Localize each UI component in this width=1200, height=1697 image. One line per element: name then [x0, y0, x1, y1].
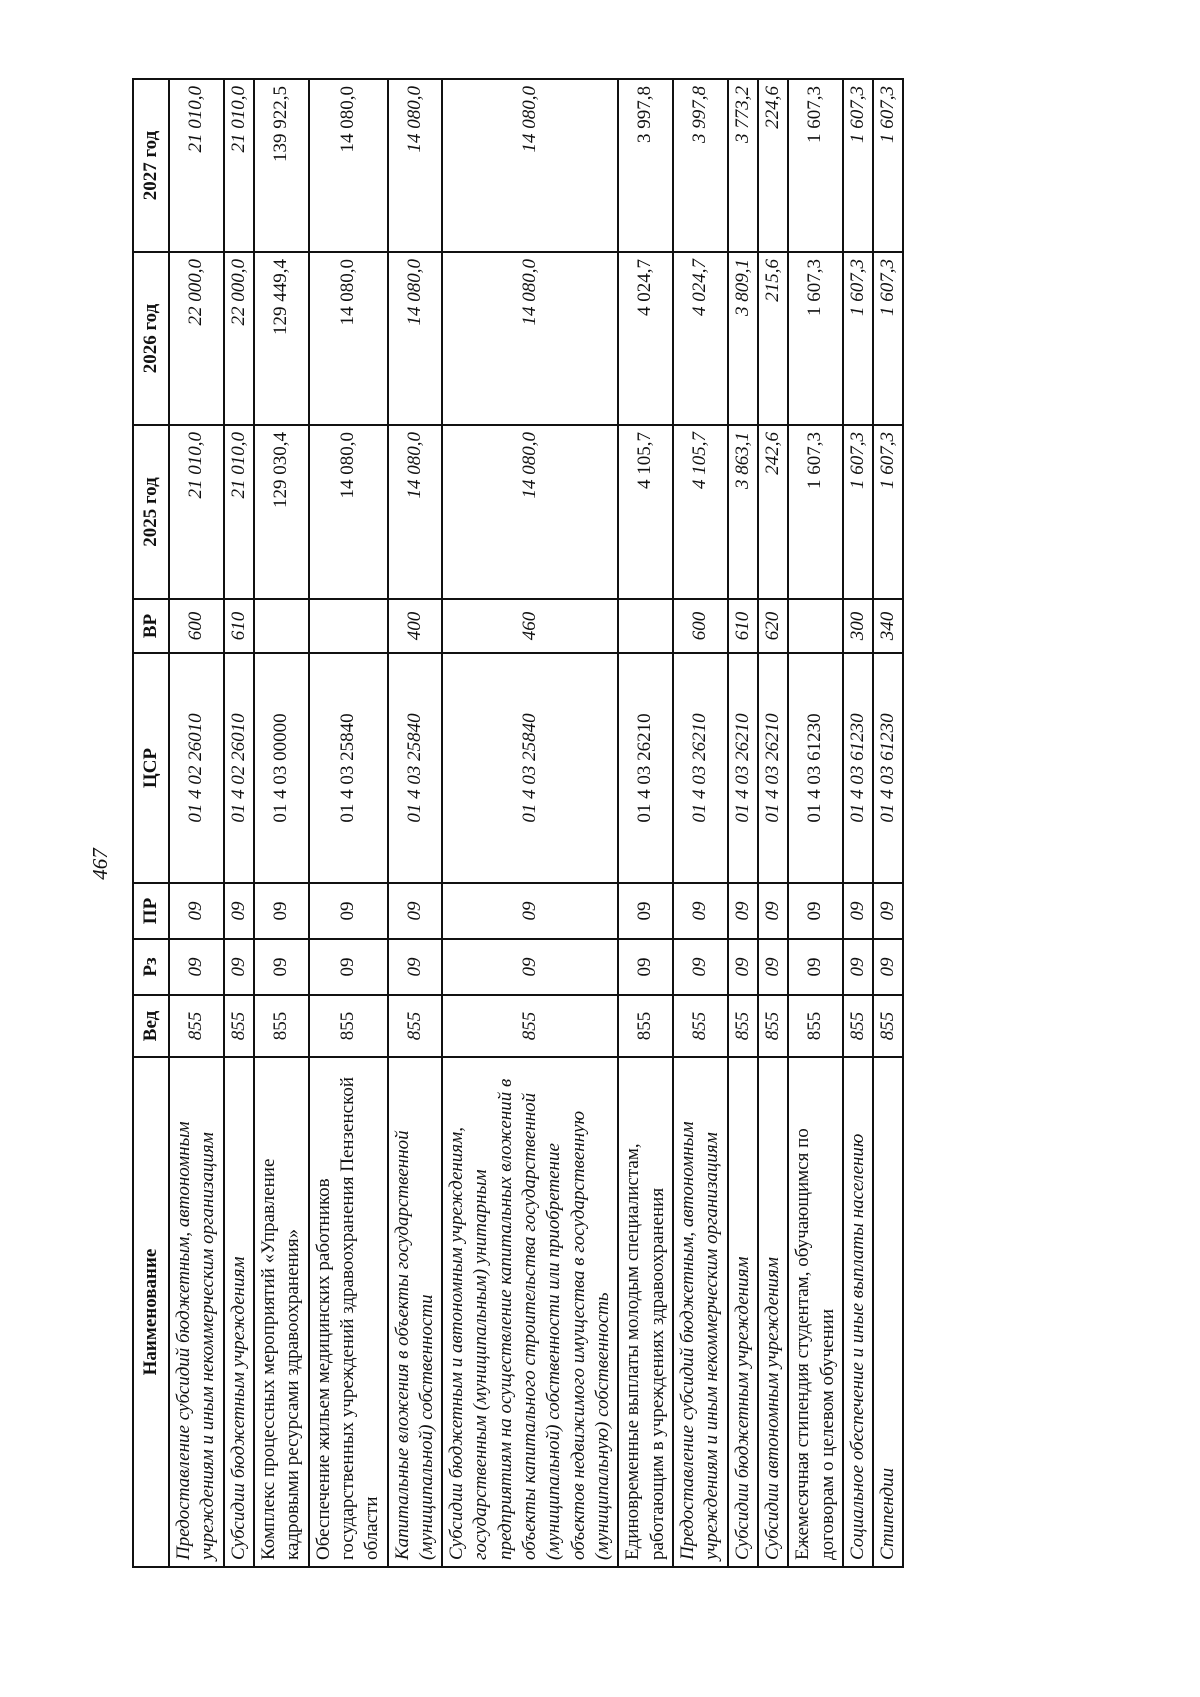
page-number: 467	[88, 848, 112, 880]
cell-name: Стипендии	[873, 1057, 903, 1567]
cell-2026: 22 000,0	[169, 252, 224, 425]
cell-ved: 855	[442, 995, 618, 1057]
cell-name: Обеспечение жильем медицинских работников государственных учреждений здравоохранения Пензенской области	[309, 1057, 388, 1567]
header-2025: 2025 год	[133, 425, 169, 599]
cell-vr: 340	[873, 599, 903, 653]
cell-csr: 01 4 03 26210	[758, 653, 788, 883]
cell-pr: 09	[728, 883, 758, 939]
cell-2027: 3 997,8	[618, 79, 673, 252]
cell-rz: 09	[758, 939, 788, 995]
cell-rz: 09	[169, 939, 224, 995]
cell-2026: 3 809,1	[728, 252, 758, 425]
table-row	[788, 79, 843, 1567]
cell-rz: 09	[388, 939, 443, 995]
table-row	[388, 79, 443, 1567]
cell-2025: 3 863,1	[728, 425, 758, 599]
cell-2027: 21 010,0	[169, 79, 224, 252]
cell-2027: 1 607,3	[873, 79, 903, 252]
cell-name: Комплекс процессных мероприятий «Управление кадровыми ресурсами здравоохранения»	[254, 1057, 309, 1567]
cell-2027: 14 080,0	[309, 79, 388, 252]
cell-2025: 1 607,3	[873, 425, 903, 599]
cell-pr: 09	[309, 883, 388, 939]
header-name: Наименование	[133, 1057, 169, 1567]
cell-ved: 855	[388, 995, 443, 1057]
cell-ved: 855	[788, 995, 843, 1057]
table-row	[843, 79, 873, 1567]
cell-ved: 855	[758, 995, 788, 1057]
cell-2025: 4 105,7	[673, 425, 728, 599]
cell-ved: 855	[309, 995, 388, 1057]
table-row	[673, 79, 728, 1567]
cell-vr	[788, 599, 843, 653]
cell-csr: 01 4 03 26210	[673, 653, 728, 883]
cell-csr: 01 4 03 26210	[728, 653, 758, 883]
cell-2027: 14 080,0	[442, 79, 618, 252]
cell-2026: 14 080,0	[442, 252, 618, 425]
cell-csr: 01 4 03 25840	[388, 653, 443, 883]
cell-2025: 14 080,0	[388, 425, 443, 599]
table-body	[169, 79, 903, 1567]
cell-csr: 01 4 03 25840	[442, 653, 618, 883]
cell-2026: 14 080,0	[388, 252, 443, 425]
header-rz: Рз	[133, 939, 169, 995]
cell-name: Субсидии бюджетным учреждениям	[728, 1057, 758, 1567]
cell-2025: 14 080,0	[309, 425, 388, 599]
table-row	[728, 79, 758, 1567]
cell-2025: 242,6	[758, 425, 788, 599]
cell-rz: 09	[618, 939, 673, 995]
cell-name: Субсидии бюджетным учреждениям	[224, 1057, 254, 1567]
cell-pr: 09	[388, 883, 443, 939]
table-row	[758, 79, 788, 1567]
table-row	[442, 79, 618, 1567]
table-row	[254, 79, 309, 1567]
cell-csr: 01 4 03 61230	[873, 653, 903, 883]
header-pr: ПР	[133, 883, 169, 939]
cell-2027: 1 607,3	[843, 79, 873, 252]
cell-2026: 1 607,3	[843, 252, 873, 425]
cell-2026: 215,6	[758, 252, 788, 425]
cell-vr: 460	[442, 599, 618, 653]
table-row	[224, 79, 254, 1567]
cell-name: Социальное обеспечение и иные выплаты населению	[843, 1057, 873, 1567]
cell-vr: 600	[169, 599, 224, 653]
cell-pr: 09	[254, 883, 309, 939]
cell-2027: 1 607,3	[788, 79, 843, 252]
cell-pr: 09	[843, 883, 873, 939]
cell-ved: 855	[169, 995, 224, 1057]
cell-2026: 1 607,3	[873, 252, 903, 425]
table-header-row	[133, 79, 169, 1567]
cell-rz: 09	[873, 939, 903, 995]
cell-pr: 09	[618, 883, 673, 939]
rotated-table-container	[132, 80, 1012, 1568]
cell-name: Ежемесячная стипендия студентам, обучающимся по договорам о целевом обучении	[788, 1057, 843, 1567]
cell-rz: 09	[728, 939, 758, 995]
cell-vr	[618, 599, 673, 653]
cell-ved: 855	[254, 995, 309, 1057]
cell-rz: 09	[442, 939, 618, 995]
cell-vr: 400	[388, 599, 443, 653]
cell-rz: 09	[224, 939, 254, 995]
cell-2026: 4 024,7	[618, 252, 673, 425]
cell-vr: 300	[843, 599, 873, 653]
cell-2025: 21 010,0	[169, 425, 224, 599]
cell-2026: 1 607,3	[788, 252, 843, 425]
cell-pr: 09	[788, 883, 843, 939]
cell-rz: 09	[673, 939, 728, 995]
cell-2026: 22 000,0	[224, 252, 254, 425]
cell-csr: 01 4 03 26210	[618, 653, 673, 883]
cell-2025: 1 607,3	[788, 425, 843, 599]
cell-name: Предоставление субсидий бюджетным, автономным учреждениям и иным некоммерческим организациям	[169, 1057, 224, 1567]
cell-2025: 14 080,0	[442, 425, 618, 599]
cell-2025: 21 010,0	[224, 425, 254, 599]
cell-csr: 01 4 03 00000	[254, 653, 309, 883]
cell-2027: 3 773,2	[728, 79, 758, 252]
cell-2027: 14 080,0	[388, 79, 443, 252]
cell-2026: 129 449,4	[254, 252, 309, 425]
cell-csr: 01 4 03 25840	[309, 653, 388, 883]
cell-2027: 224,6	[758, 79, 788, 252]
cell-ved: 855	[843, 995, 873, 1057]
cell-ved: 855	[728, 995, 758, 1057]
cell-name: Единовременные выплаты молодым специалистам, работающим в учреждениях здравоохранения	[618, 1057, 673, 1567]
cell-vr	[254, 599, 309, 653]
budget-table	[132, 78, 904, 1568]
cell-csr: 01 4 02 26010	[224, 653, 254, 883]
cell-vr: 610	[728, 599, 758, 653]
cell-csr: 01 4 02 26010	[169, 653, 224, 883]
header-vr: ВР	[133, 599, 169, 653]
cell-pr: 09	[673, 883, 728, 939]
cell-2026: 4 024,7	[673, 252, 728, 425]
cell-vr: 600	[673, 599, 728, 653]
cell-rz: 09	[843, 939, 873, 995]
cell-pr: 09	[442, 883, 618, 939]
cell-rz: 09	[254, 939, 309, 995]
cell-vr: 620	[758, 599, 788, 653]
header-2027: 2027 год	[133, 79, 169, 252]
cell-name: Субсидии автономным учреждениям	[758, 1057, 788, 1567]
cell-ved: 855	[673, 995, 728, 1057]
table-row	[309, 79, 388, 1567]
cell-ved: 855	[618, 995, 673, 1057]
cell-name: Предоставление субсидий бюджетным, автономным учреждениям и иным некоммерческим организациям	[673, 1057, 728, 1567]
header-csr: ЦСР	[133, 653, 169, 883]
cell-pr: 09	[224, 883, 254, 939]
cell-2027: 3 997,8	[673, 79, 728, 252]
cell-pr: 09	[758, 883, 788, 939]
header-2026: 2026 год	[133, 252, 169, 425]
cell-csr: 01 4 03 61230	[843, 653, 873, 883]
cell-vr	[309, 599, 388, 653]
cell-2027: 21 010,0	[224, 79, 254, 252]
cell-csr: 01 4 03 61230	[788, 653, 843, 883]
header-ved: Вед	[133, 995, 169, 1057]
table-row	[169, 79, 224, 1567]
cell-pr: 09	[873, 883, 903, 939]
cell-name: Субсидии бюджетным и автономным учреждениям, государственным (муниципальным) унитарным предприятиям на осуществление капитальных вложений в объекты капитального строительства государственной (муниципальной) собственности или приобретение объектов недвижимого имущества в государственную (муниципальную) собственность	[442, 1057, 618, 1567]
cell-rz: 09	[309, 939, 388, 995]
table-row	[873, 79, 903, 1567]
cell-rz: 09	[788, 939, 843, 995]
cell-2025: 1 607,3	[843, 425, 873, 599]
cell-2026: 14 080,0	[309, 252, 388, 425]
cell-2025: 129 030,4	[254, 425, 309, 599]
cell-vr: 610	[224, 599, 254, 653]
cell-ved: 855	[873, 995, 903, 1057]
cell-ved: 855	[224, 995, 254, 1057]
cell-pr: 09	[169, 883, 224, 939]
cell-name: Капитальные вложения в объекты государственной (муниципальной) собственности	[388, 1057, 443, 1567]
table-row	[618, 79, 673, 1567]
cell-2027: 139 922,5	[254, 79, 309, 252]
cell-2025: 4 105,7	[618, 425, 673, 599]
